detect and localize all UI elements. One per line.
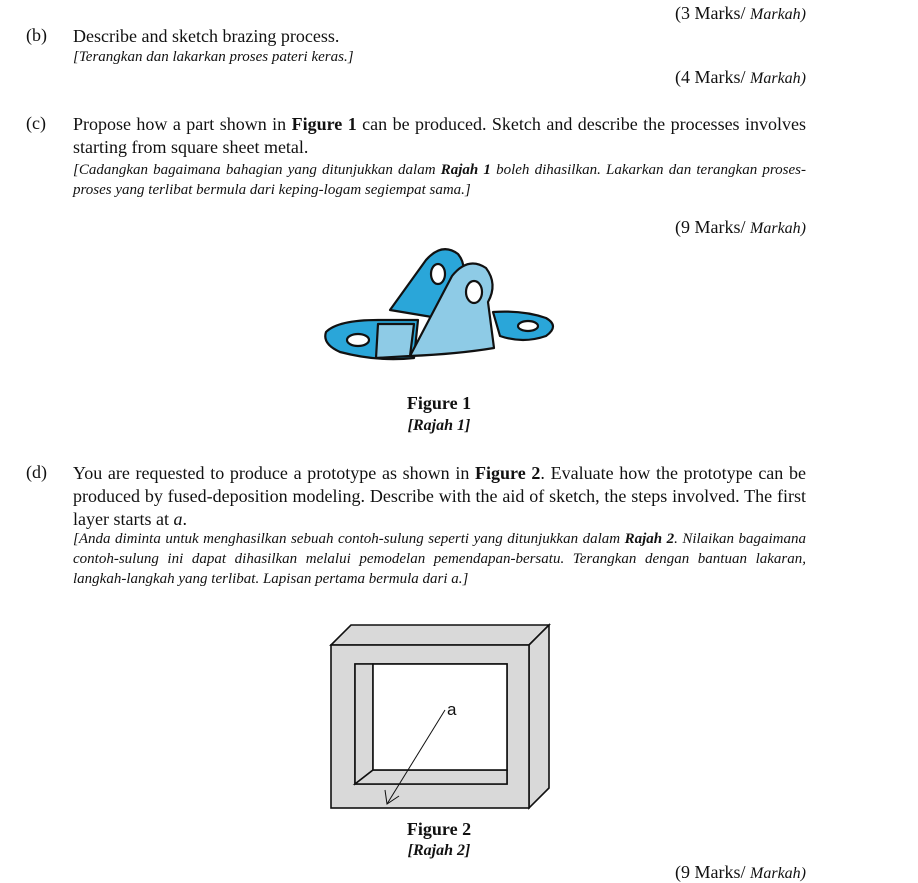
figure-2-caption: Figure 2 [406, 819, 472, 839]
figure-reference: Figure 2 [475, 463, 541, 483]
figure-2-frame-drawing [325, 620, 555, 812]
part-c-question [73, 113, 806, 159]
marks-text: (3 Marks/ [675, 3, 746, 23]
part-d-question [73, 462, 806, 531]
part-b-marks [675, 67, 806, 88]
figure-1-bracket-drawing [318, 240, 558, 370]
text-run: . Evaluate how the prototype can be produced by fused-deposition modeling. Describe with the aid of sketch, the steps involved. The first layer starts at [73, 463, 806, 529]
marks-text: (9 Marks/ [675, 862, 746, 882]
figure-reference: Rajah 1 [440, 162, 491, 178]
text-run: . Nilaikan bagaimana contoh-sulung ini dapat dihasilkan melalui pemodelan pemendapan-bersatu. Terangkan dengan bantuan lakaran, langkah-langkah yang terlibat. Lapisan pertama bermula dari a.] [73, 531, 807, 587]
part-d-marks [675, 862, 806, 883]
part-d-label: (d) [26, 462, 47, 482]
figure-1-caption: Figure 1 [406, 393, 472, 413]
figure-reference: Figure 1 [291, 114, 357, 134]
part-d-translation [73, 529, 806, 589]
text-run: You are requested to produce a prototype as shown in [73, 463, 476, 483]
marks-malay: Markah) [750, 6, 806, 23]
figure-reference: Rajah 2 [624, 531, 675, 547]
variable-a: a [173, 509, 183, 529]
figure-2-caption-malay: [Rajah 2] [407, 842, 471, 859]
marks-text: (4 Marks/ [675, 67, 746, 87]
part-c-translation [73, 160, 806, 200]
part-b-label: (b) [26, 25, 47, 45]
part-b-translation: [Terangkan dan lakarkan proses pateri keras.] [73, 49, 354, 65]
text-run: [Cadangkan bagaimana bahagian yang ditunjukkan dalam [73, 162, 441, 178]
part-b-question: Describe and sketch brazing process. [73, 26, 340, 46]
text-run: [Anda diminta untuk menghasilkan sebuah contoh-sulung seperti yang ditunjukkan dalam [73, 531, 625, 547]
text-run: boleh dihasilkan. Lakarkan dan terangkan proses-proses yang terlibat bermula dari keping-logam segiempat sama.] [73, 162, 806, 198]
marks-malay: Markah) [750, 220, 806, 237]
text-run: can be produced. Sketch and describe the processes involves starting from square sheet metal. [73, 114, 806, 157]
figure-1-caption-malay: [Rajah 1] [407, 417, 471, 434]
point-a-label: a [447, 700, 457, 719]
marks-malay: Markah) [750, 70, 806, 87]
marks-previous [675, 3, 806, 24]
text-run: . [182, 509, 187, 529]
text-run: Propose how a part shown in [73, 114, 292, 134]
marks-text: (9 Marks/ [675, 217, 746, 237]
part-c-marks [675, 217, 806, 238]
part-c-label: (c) [26, 113, 46, 133]
marks-malay: Markah) [750, 865, 806, 882]
